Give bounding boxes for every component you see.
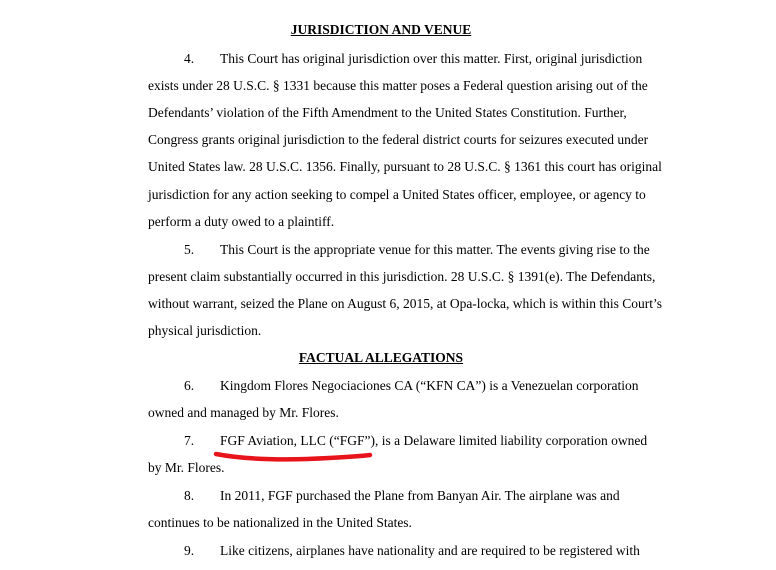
paragraph-number: 8. [184, 488, 195, 503]
text-line: This Court has original jurisdiction over this matter. First, original jurisdiction [220, 51, 643, 66]
text-line: owned and managed by Mr. Flores. [148, 405, 339, 420]
text-line: Kingdom Flores Negociaciones CA (“KFN CA”) is a Venezuelan corporation [220, 378, 639, 393]
text-line: continues to be nationalized in the United States. [148, 515, 412, 530]
text-line: jurisdiction for any action seeking to compel a United States officer, employee, or agency to [148, 187, 646, 202]
paragraph-4-first-line [184, 51, 642, 67]
paragraph-8-first-line [184, 488, 620, 504]
text-line: FGF Aviation, LLC (“FGF”), is a Delaware limited liability corporation owned [220, 433, 648, 448]
text-line: Congress grants original jurisdiction to the federal district courts for seizures executed under [148, 132, 649, 147]
text-line: perform a duty owed to a plaintiff. [148, 214, 335, 229]
paragraph-number: 7. [184, 433, 195, 448]
text-line: by Mr. Flores. [148, 460, 225, 475]
text-line: Defendants’ violation of the Fifth Amendment to the United States Constitution. Further, [148, 105, 627, 120]
heading-factual-allegations: FACTUAL ALLEGATIONS [298, 350, 464, 365]
paragraph-number: 5. [184, 242, 195, 257]
paragraph-9-first-line [184, 543, 640, 559]
text-line: United States law. 28 U.S.C. 1356. Finally, pursuant to 28 U.S.C. § 1361 this court has original [148, 159, 662, 174]
paragraph-number: 6. [184, 378, 195, 393]
heading-jurisdiction-and-venue: JURISDICTION AND VENUE [290, 22, 472, 37]
text-line: without warrant, seized the Plane on August 6, 2015, at Opa-locka, which is within this Court’s [148, 296, 663, 311]
text-line: Like citizens, airplanes have nationality and are required to be registered with [220, 543, 640, 558]
text-line: present claim substantially occurred in this jurisdiction. 28 U.S.C. § 1391(e). The Defendants, [148, 269, 656, 284]
text-line: In 2011, FGF purchased the Plane from Banyan Air. The airplane was and [220, 488, 620, 503]
paragraph-7-first-line [184, 433, 647, 449]
paragraph-6-first-line [184, 378, 639, 394]
paragraph-number: 9. [184, 543, 195, 558]
paragraph-5-first-line [184, 242, 650, 258]
paragraph-number: 4. [184, 51, 195, 66]
text-line: This Court is the appropriate venue for this matter. The events giving rise to the [220, 242, 650, 257]
text-line: exists under 28 U.S.C. § 1331 because this matter poses a Federal question arising out of the [148, 78, 648, 93]
text-line: physical jurisdiction. [148, 323, 262, 338]
